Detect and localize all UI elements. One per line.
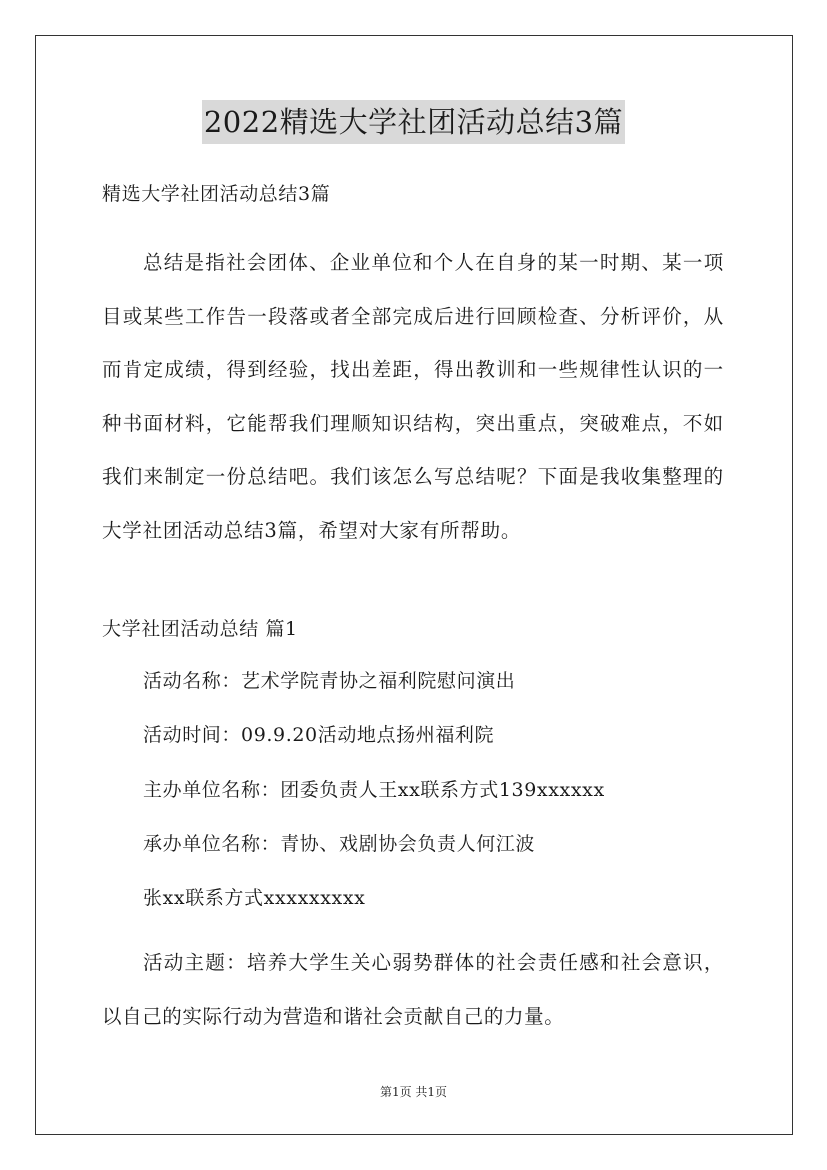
organizer-line: 主办单位名称：团委负责人王xx联系方式139xxxxxx [143,779,605,801]
intro-paragraph: 总结是指社会团体、企业单位和个人在自身的某一时期、某一项目或某些工作告一段落或者全部完成后进行回顾检查、分析评价，从而肯定成绩，得到经验，找出差距，得出教训和一些规律性认识的一种书面材料，它能帮我们理顺知识结构，突出重点，突破难点，不如我们来制定一份总结吧。我们该怎么写总结呢？下面是我收集整理的大学社团活动总结3篇，希望对大家有所帮助。 [102,251,724,542]
page-footer: 第1页 共1页 [379,1085,448,1099]
activity-time-line: 活动时间：09.9.20活动地点扬州福利院 [143,724,495,746]
title-container [0,100,827,144]
contact-line: 张xx联系方式xxxxxxxxx [143,887,366,909]
co-organizer-line: 承办单位名称：青协、戏剧协会负责人何江波 [143,833,536,855]
section-heading: 大学社团活动总结 篇1 [102,618,298,640]
document-title: 2022精选大学社团活动总结3篇 [202,100,625,144]
document-subtitle: 精选大学社团活动总结3篇 [102,183,331,205]
activity-name-line: 活动名称：艺术学院青协之福利院慰问演出 [143,670,516,692]
theme-paragraph: 活动主题：培养大学生关心弱势群体的社会责任感和社会意识，以自己的实际行动为营造和谐社会贡献自己的力量。 [102,951,724,1028]
